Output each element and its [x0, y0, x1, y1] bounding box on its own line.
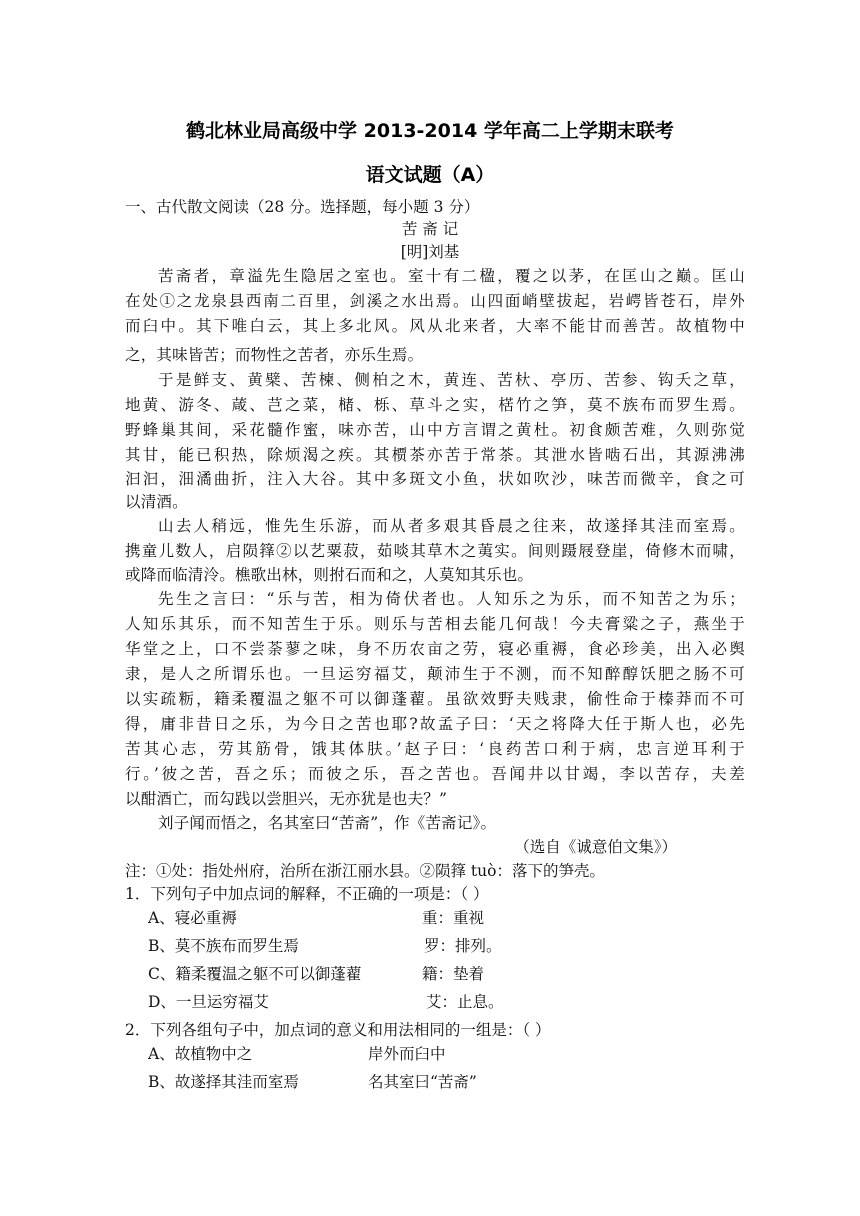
essay-line: 其甘，能已积热，除烦渴之疾。其槚茶亦苦于常茶。其泄水皆啮石出，其源沸沸 — [125, 446, 745, 464]
question-1-option-a-gloss: 重：重视 — [422, 909, 485, 927]
question-1-option-d-gloss: 艾：止息。 — [426, 993, 504, 1011]
exam-subtitle: 语文试题（A） — [365, 164, 495, 186]
footnote: 注：①处：指处州府，治所在浙江丽水县。②陨箨 tuò：落下的笋壳。 — [125, 862, 605, 880]
question-1-option-c-gloss: 籍：垫着 — [422, 965, 485, 983]
essay-line: 苦其心志，劳其筋骨，饿其体肤。’赵子曰：‘良药苦口利于病，忠言逆耳利于 — [125, 740, 745, 758]
essay-line: 野蜂巢其间，采花髓作蜜，味亦苦，山中方言谓之黄杜。初食颇苦难，久则弥觉 — [125, 421, 745, 439]
essay-line: 得，庸非昔日之乐，为今日之苦也耶?故孟子曰：‘天之将降大任于斯人也，必先 — [125, 715, 745, 733]
essay-line: 而臼中。其下唯白云，其上多北风。风从北来者，大率不能甘而善苦。故植物中 — [125, 317, 745, 335]
essay-line: 人知乐其乐，而不知苦生于乐。则乐与苦相去能几何哉！今夫膏粱之子，燕坐于 — [125, 615, 745, 633]
essay-line: 之，其味皆苦；而物性之苦者，亦乐生焉。 — [125, 346, 424, 364]
question-1-stem: 1．下列句子中加点词的解释，不正确的一项是：（ ） — [125, 885, 489, 903]
essay-line: 行。’彼之苦，吾之乐；而彼之乐，吾之苦也。吾闻井以甘竭，李以苦存，夫差 — [125, 765, 745, 783]
essay-line: 地黄、游冬、葴、芑之菜，槠、栎、草斗之实，楛竹之笋，莫不族布而罗生焉。 — [125, 396, 745, 414]
essay-line: 山去人稍远，惟先生乐游，而从者多艰其昏晨之往来，故遂择其洼而室焉。 — [158, 517, 745, 535]
essay-line: 以清酒。 — [125, 493, 188, 511]
essay-title: 苦 斋 记 — [401, 220, 459, 238]
essay-line: 华堂之上，口不尝荼蓼之味，身不历农亩之劳，寝必重褥，食必珍美，出入必舆 — [125, 640, 745, 658]
essay-author: [明]刘基 — [400, 243, 460, 261]
essay-line: 先生之言曰：“乐与苦，相为倚伏者也。人知乐之为乐，而不知苦之为乐； — [158, 590, 745, 608]
question-1-option-d: D、一旦运穷福艾 — [148, 993, 269, 1011]
question-2-option-a: A、故植物中之 — [148, 1045, 253, 1063]
essay-line: 以实疏粝，籍柔覆温之躯不可以御蓬藋。虽欲效野夫贱隶，偷性命于榛莽而不可 — [125, 690, 745, 708]
question-1-option-c: C、籍柔覆温之躯不可以御蓬藋 — [148, 965, 362, 983]
essay-line: 刘子闻而悟之，名其室曰“苦斋”，作《苦斋记》。 — [158, 814, 497, 832]
question-1-option-b: B、莫不族布而罗生焉 — [148, 937, 299, 955]
essay-line: 以酣酒亡，而勾践以尝胆兴，无亦犹是也夫？” — [125, 790, 448, 808]
section-heading: 一、古代散文阅读（28 分。选择题，每小题 3 分） — [125, 198, 480, 216]
exam-title: 鹤北林业局高级中学 2013-2014 学年高二上学期末联考 — [186, 120, 674, 142]
question-2-option-a-pair: 岸外而臼中 — [368, 1045, 446, 1063]
essay-line: 汩汩，沺潏曲折，注入大谷。其中多斑文小鱼，状如吹沙，味苦而微辛，食之可 — [125, 470, 745, 488]
question-2-option-b-pair: 名其室曰“苦斋” — [368, 1073, 477, 1091]
essay-line: 于是鲜支、黄檗、苦楝、侧柏之木，黄连、苦杕、亭历、苦参、钩夭之草， — [158, 371, 745, 389]
essay-line: 隶，是人之所谓乐也。一旦运穷福艾，颠沛生于不测，而不知醉醇饫肥之肠不可 — [125, 665, 745, 683]
question-2-stem: 2．下列各组句子中，加点词的意义和用法相同的一组是：（ ） — [125, 1021, 551, 1039]
question-1-option-a: A、寝必重褥 — [148, 909, 237, 927]
source-citation: （选自《诚意伯文集》） — [514, 838, 677, 856]
question-2-option-b: B、故遂择其洼而室焉 — [148, 1073, 299, 1091]
essay-line: 或降而临清泠。樵歌出林，则拊石而和之，人莫知其乐也。 — [125, 566, 534, 584]
question-1-option-b-gloss: 罗：排列。 — [424, 937, 502, 955]
essay-line: 在处①之龙泉县西南二百里，剑溪之水出焉。山四面峭壁拔起，岩崿皆苍石，岸外 — [125, 292, 745, 310]
essay-line: 携童儿数人，启陨箨②以艺粟菽，茹啖其草木之荑实。间则蹑屐登崖，倚修木而啸， — [125, 542, 745, 560]
essay-line: 苦斋者，章溢先生隐居之室也。室十有二楹，覆之以茅，在匡山之巅。匡山 — [158, 267, 745, 285]
